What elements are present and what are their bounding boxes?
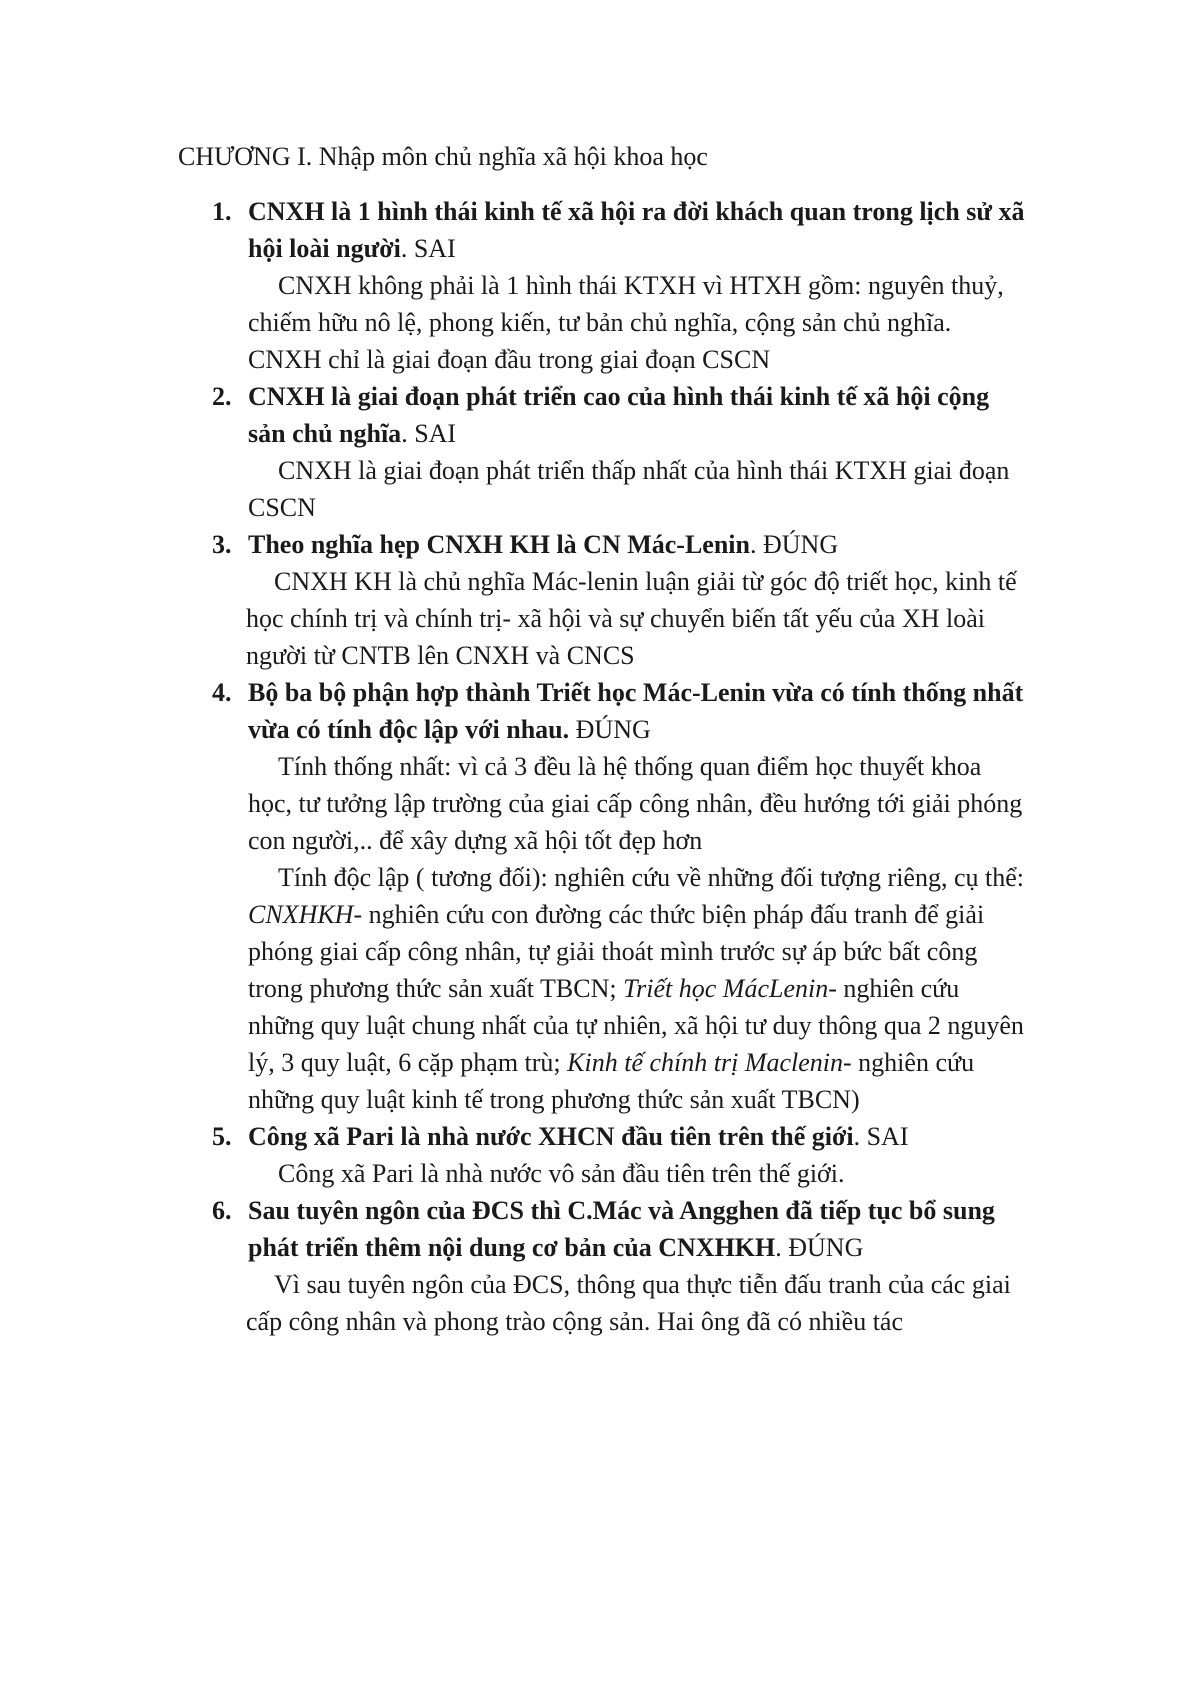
question-item-5	[0, 1118, 1200, 1192]
verdict-label: . SAI	[400, 234, 456, 263]
statement-text: Sau tuyên ngôn của ĐCS thì C.Mác và Angghen đã tiếp tục bổ sung phát triển thêm nội dung cơ bản của CNXHKH	[248, 1196, 995, 1262]
question-statement	[248, 378, 1030, 452]
question-item-3	[0, 526, 1200, 674]
answer-paragraph: Vì sau tuyên ngôn của ĐCS, thông qua thực tiễn đấu tranh của các giai cấp công nhân và phong trào cộng sản. Hai ông đã có nhiều tác	[246, 1270, 1011, 1336]
statement-text: Bộ ba bộ phận hợp thành Triết học Mác-Lenin vừa có tính thống nhất vừa có tính độc lập với nhau.	[248, 678, 1024, 744]
verdict-label: . ĐÚNG	[775, 1233, 864, 1262]
statement-text: CNXH là 1 hình thái kinh tế xã hội ra đời khách quan trong lịch sử xã hội loài người	[248, 197, 1025, 263]
question-number: 5.	[212, 1122, 232, 1151]
verdict-label: . SAI	[401, 419, 457, 448]
statement-text: Công xã Pari là nhà nước XHCN đầu tiên trên thế giới	[248, 1122, 854, 1151]
verdict-label: ĐÚNG	[569, 715, 651, 744]
independence-text-3: - nghiên cứu những quy luật kinh tế trong phương thức sản xuất TBCN)	[248, 1048, 975, 1114]
term-triet-hoc: Triết học MácLenin	[623, 974, 829, 1003]
question-number: 2.	[212, 382, 232, 411]
question-number: 4.	[212, 678, 232, 707]
question-statement	[248, 1192, 1030, 1266]
question-list	[0, 193, 1200, 1340]
question-item-6	[0, 1192, 1200, 1340]
answer-paragraph: CNXH là giai đoạn phát triển thấp nhất của hình thái KTXH giai đoạn CSCN	[248, 456, 1010, 522]
question-statement	[248, 526, 1030, 563]
term-kinh-te-chinh-tri: Kinh tế chính trị Maclenin	[567, 1048, 844, 1077]
answer-paragraph: CNXH KH là chủ nghĩa Mác-lenin luận giải từ góc độ triết học, kinh tế học chính trị và chính trị- xã hội và sự chuyển biến tất yếu của XH loài người từ CNTB lên CNXH và CNCS	[246, 567, 1017, 670]
answer-paragraph: Công xã Pari là nhà nước vô sản đầu tiên trên thế giới.	[278, 1159, 845, 1188]
chapter-title: CHƯƠNG I. Nhập môn chủ nghĩa xã hội khoa học	[178, 142, 708, 171]
question-statement	[248, 193, 1030, 267]
question-statement	[248, 674, 1030, 748]
question-number: 1.	[212, 197, 232, 226]
question-number: 3.	[212, 530, 232, 559]
verdict-label: . SAI	[853, 1122, 909, 1151]
verdict-label: . ĐÚNG	[750, 530, 839, 559]
statement-text: Theo nghĩa hẹp CNXH KH là CN Mác-Lenin	[248, 530, 750, 559]
term-cnxhkh: CNXHKH	[248, 900, 354, 929]
independence-text-1: - nghiên cứu con đường các thức biện pháp đấu tranh để giải phóng giai cấp công nhân, tự giải thoát mình trước sự áp bức bất công trong phương thức sản xuất TBCN;	[248, 900, 985, 1003]
question-statement	[248, 1118, 1030, 1155]
answer-paragraph-independence	[248, 859, 1030, 1118]
question-number: 6.	[212, 1196, 232, 1225]
statement-text: CNXH là giai đoạn phát triển cao của hình thái kinh tế xã hội cộng sản chủ nghĩa	[248, 382, 990, 448]
answer-paragraph: Tính thống nhất: vì cả 3 đều là hệ thống quan điểm học thuyết khoa học, tư tưởng lập trường của giai cấp công nhân, đều hướng tới giải phóng con người,.. để xây dựng xã hội tốt đẹp hơn	[248, 752, 1023, 855]
question-item-4	[0, 674, 1200, 1118]
question-item-1	[0, 193, 1200, 378]
question-item-2	[0, 378, 1200, 526]
answer-paragraph: CNXH không phải là 1 hình thái KTXH vì HTXH gồm: nguyên thuỷ, chiếm hữu nô lệ, phong kiến, tư bản chủ nghĩa, cộng sản chủ nghĩa. CNXH chỉ là giai đoạn đầu trong giai đoạn CSCN	[248, 271, 1004, 374]
independence-intro: Tính độc lập ( tương đối): nghiên cứu về những đối tượng riêng, cụ thể:	[278, 863, 1025, 892]
independence-text-2: - nghiên cứu những quy luật chung nhất của tự nhiên, xã hội tư duy thông qua 2 nguyên lý, 3 quy luật, 6 cặp phạm trù;	[248, 974, 1024, 1077]
